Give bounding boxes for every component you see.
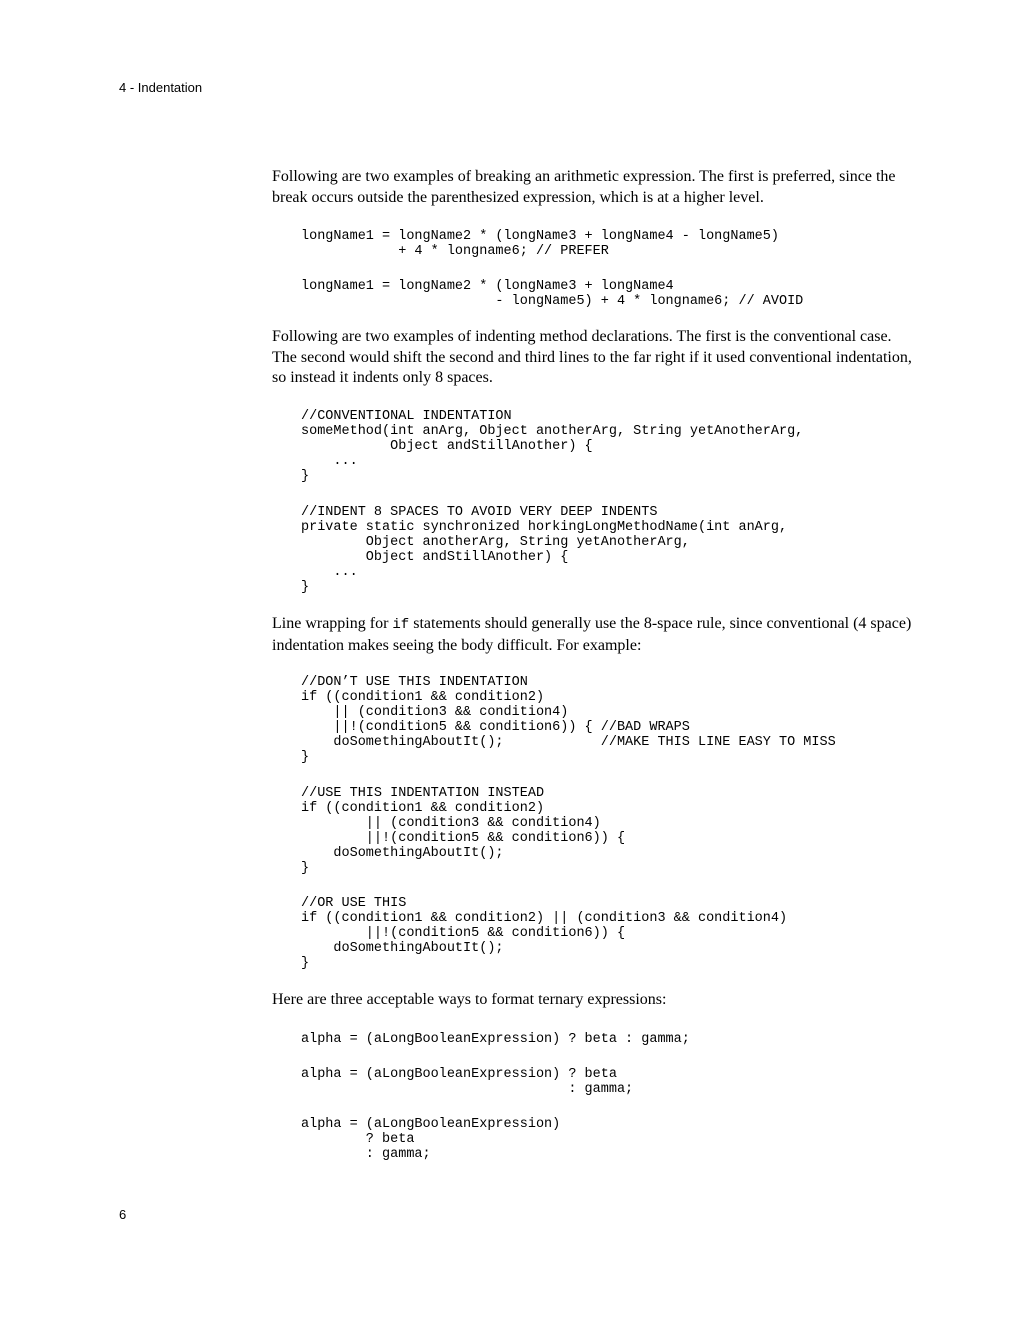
paragraph-if-text-after: statements should generally use the 8-space rule, since conventional (4 space) indentation makes seeing the body difficult. For example: (272, 615, 912, 654)
code-method-conventional: //CONVENTIONAL INDENTATION someMethod(int anArg, Object anotherArg, String yetAnotherArg, Object andStillAnother) { ... } (301, 409, 804, 485)
running-header: 4 - Indentation (119, 80, 203, 95)
paragraph-if-intro (272, 614, 912, 656)
inline-code-if: if (392, 617, 410, 633)
paragraph-ternary-intro: Here are three acceptable ways to format ternary expressions: (272, 991, 667, 1008)
code-if-use-instead: //USE THIS INDENTATION INSTEAD if ((condition1 && condition2) || (condition3 && condition4) ||!(condition5 && condition6)) { doSomethingAboutIt(); } (301, 786, 626, 877)
code-arithmetic-prefer: longName1 = longName2 * (longName3 + longName4 - longName5) + 4 * longname6; // PREFER (301, 229, 779, 260)
code-ternary-3: alpha = (aLongBooleanExpression) ? beta : gamma; (301, 1117, 561, 1163)
paragraph-method-intro: Following are two examples of indenting method declarations. The first is the conventional case. The second would shift the second and third lines to the far right if it used conventional indentation, so instead it indents only 8 spaces. (272, 328, 912, 386)
paragraph-arithmetic-intro: Following are two examples of breaking an arithmetic expression. The first is preferred, since the break occurs outside the parenthesized expression, which is at a higher level. (272, 168, 896, 206)
code-ternary-1: alpha = (aLongBooleanExpression) ? beta : gamma; (301, 1032, 690, 1047)
page-number: 6 (119, 1207, 127, 1222)
code-ternary-2: alpha = (aLongBooleanExpression) ? beta : gamma; (301, 1067, 634, 1098)
code-if-dont-use: //DON’T USE THIS INDENTATION if ((condition1 && condition2) || (condition3 && condition4) ||!(condition5 && condition6)) { //BAD WRAPS doSomethingAboutIt(); //MAKE THIS LINE EASY TO MISS } (301, 675, 836, 766)
code-method-indent8: //INDENT 8 SPACES TO AVOID VERY DEEP INDENTS private static synchronized horkingLongMethodName(int anArg, Object anotherArg, String yetAnotherArg, Object andStillAnother) { ... } (301, 505, 788, 596)
code-if-or-use: //OR USE THIS if ((condition1 && condition2) || (condition3 && condition4) ||!(condition5 && condition6)) { doSomethingAboutIt(); } (301, 896, 788, 972)
paragraph-if-text-before: Line wrapping for (272, 615, 393, 632)
code-arithmetic-avoid: longName1 = longName2 * (longName3 + longName4 - longName5) + 4 * longname6; // AVOID (301, 279, 804, 310)
